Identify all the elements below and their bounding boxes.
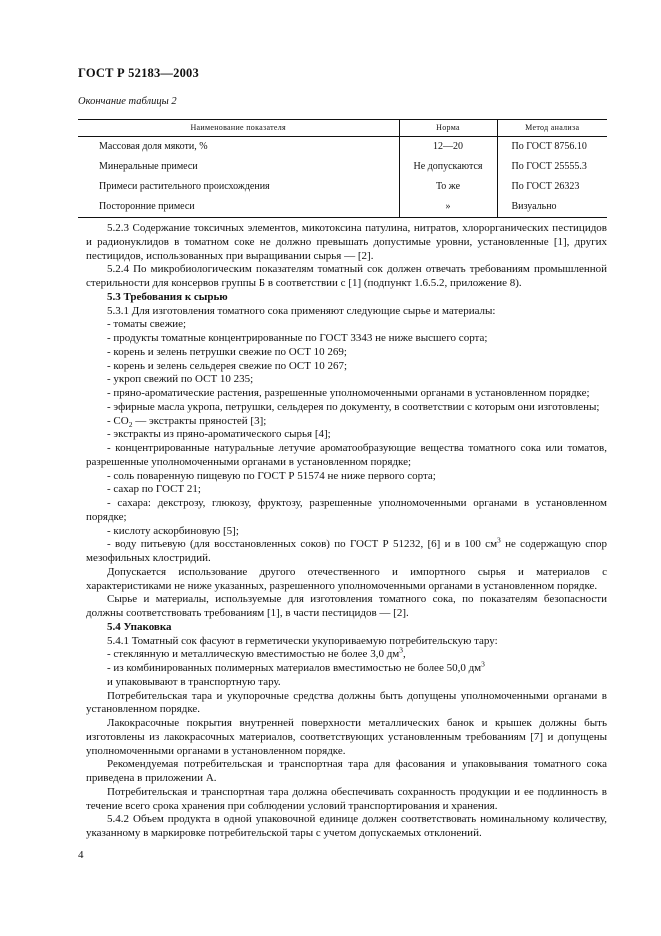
list-item: - соль поваренную пищевую по ГОСТ Р 51574 не ниже первого сорта; — [107, 469, 436, 482]
table-cell-indicator: Минеральные примеси — [99, 160, 198, 172]
paragraph-preservation: Потребительская и транспортная тара должна обеспечивать сохранность продукции и ее подлинность в течение всего срока хранения при соблюдении условий транспортирования и хранения. — [86, 785, 607, 812]
co2-suffix: — экстракты пряностей [3]; — [132, 414, 267, 427]
paragraph-consumer-tare: Потребительская тара и укупорочные средства должны быть допущены уполномоченными органами в установленном порядке. — [86, 689, 607, 716]
glass-tare-text: - стеклянную и металлическую вместимостью не более 3,0 дм — [107, 648, 400, 661]
list-item: - кислоту аскорбиновую [5]; — [107, 524, 239, 537]
polymer-tare-text: - из комбинированных полимерных материалов вместимостью не более 50,0 дм — [107, 662, 482, 674]
page-number: 4 — [78, 849, 84, 861]
paragraph-coatings: Лакокрасочные покрытия внутренней поверхности металлических банок и крышек должны быть изготовлены из лакокрасочных материалов, соответствующих установленным требованиям [7] и допущены уполномоченными органами в установленном порядке. — [86, 717, 607, 757]
subscript: 2 — [128, 419, 133, 429]
table-cell-method: По ГОСТ 8756.10 — [497, 136, 607, 157]
list-item: - экстракты из пряно-ароматического сырья [4]; — [107, 428, 331, 441]
glass-tare-end: , — [403, 648, 406, 661]
water-text: - воду питьевую (для восстановленных соков) по ГОСТ Р 51232, [6] и в 100 см — [107, 538, 498, 551]
paragraph-safety: Сырье и материалы, используемые для изготовления томатного сока, по показателям безопасности должны соответствовать требованиям [1], в части пестицидов — [2]. — [86, 593, 607, 619]
list-item — [86, 659, 607, 676]
list-item: - корень и зелень петрушки свежие по ОСТ 10 269; — [107, 345, 347, 358]
document-header: ГОСТ Р 52183—2003 — [78, 66, 199, 80]
list-item: - продукты томатные концентрированные по ГОСТ 3343 не ниже высшего сорта; — [107, 332, 488, 344]
paragraph-5-4-2: 5.4.2 Объем продукта в одной упаковочной единице должен соответствовать номинальному количеству, указанному в маркировке потребительской тары с учетом допускаемых отклонений. — [86, 813, 607, 839]
paragraph-5-4-1: 5.4.1 Томатный сок фасуют в герметически укупориваемую потребительскую тару: — [107, 634, 498, 647]
paragraph-5-3-1: 5.3.1 Для изготовления томатного сока применяют следующие сырье и материалы: — [107, 304, 496, 317]
column-header-method: Метод анализа — [497, 120, 607, 137]
water-text-end: не содержащую спор мезофильных клостридий. — [86, 538, 607, 564]
table-cell-indicator: Посторонние примеси — [78, 197, 399, 218]
table-header-row — [78, 120, 607, 137]
superscript: 3 — [399, 645, 404, 655]
co2-prefix: - CO — [107, 414, 129, 427]
indicators-table — [78, 119, 607, 218]
list-item: - концентрированные натуральные летучие ароматообразующие вещества томатного сока или томатов, разрешенные уполномоченными органами в установленном порядке; — [86, 442, 607, 468]
superscript: 3 — [497, 535, 501, 545]
table-cell-method: По ГОСТ 26323 — [497, 177, 607, 197]
list-item: - томаты свежие; — [107, 318, 187, 331]
list-item: - укроп свежий по ОСТ 10 235; — [107, 373, 254, 386]
table-cell-method: По ГОСТ 25555.3 — [497, 157, 607, 177]
table-cell-method: Визуально — [497, 197, 607, 218]
table-cell-norm: 12—20 — [399, 136, 497, 157]
table-cell-indicator: Массовая доля мякоти, % — [99, 140, 208, 152]
list-item: - пряно-ароматические растения, разрешенные уполномоченными органами в установленном порядке; — [107, 387, 590, 399]
section-heading-5-3: 5.3 Требования к сырью — [107, 290, 228, 303]
list-item: - сахар по ГОСТ 21; — [107, 483, 201, 496]
table-cell-norm: Не допускаются — [399, 157, 497, 177]
list-item: - сахара: декстрозу, глюкозу, фруктозу, разрешенные уполномоченными органами в установленном порядке; — [86, 497, 607, 523]
list-item — [86, 415, 607, 429]
table-cell-norm: То же — [399, 177, 497, 197]
paragraph-recommended-tare: Рекомендуемая потребительская и транспортная тара для фасования и упаковывания томатного сока приведена в приложении А. — [86, 758, 607, 784]
document-body — [86, 222, 607, 841]
paragraph-allowance: Допускается использование другого отечественного и импортного сырья и материалов с характеристиками не ниже указанных, разрешенного уполномоченными органами в установленном порядке. — [86, 565, 607, 592]
table-row — [78, 177, 607, 197]
paragraph-5-2-3: 5.2.3 Содержание токсичных элементов, микотоксина патулина, нитратов, хлорорганических пестицидов и радионуклидов в томатном соке не должно превышать допустимые уровни, установленные [1], других пестицидов, использованных при выращивании сырья — [2]. — [86, 222, 607, 262]
paragraph-5-2-4: 5.2.4 По микробиологическим показателям томатный сок должен отвечать требованиям промышленной стерильности для консервов группы Б в соответствии с [1] (подпункт 1.6.5.2, приложение 8). — [86, 263, 607, 289]
table-cell-norm: » — [399, 197, 497, 218]
list-item: - эфирные масла укропа, петрушки, сельдерея по документу, в соответствии с которым они изготовлены; — [107, 400, 600, 413]
superscript: 3 — [481, 659, 485, 669]
table-row — [78, 136, 607, 157]
list-item — [86, 645, 607, 662]
section-heading-5-4: 5.4 Упаковка — [107, 620, 172, 633]
table-caption: Окончание таблицы 2 — [78, 96, 177, 107]
paragraph-transport: и упаковывают в транспортную тару. — [107, 675, 281, 688]
table-cell-indicator: Примеси растительного происхождения — [99, 180, 270, 192]
table-row — [78, 157, 607, 177]
list-item: - корень и зелень сельдерея свежие по ОСТ 10 267; — [107, 359, 348, 372]
list-item — [86, 535, 607, 566]
column-header-indicator: Наименование показателя — [78, 120, 399, 137]
table-row — [78, 197, 607, 218]
column-header-norm: Норма — [399, 120, 497, 137]
